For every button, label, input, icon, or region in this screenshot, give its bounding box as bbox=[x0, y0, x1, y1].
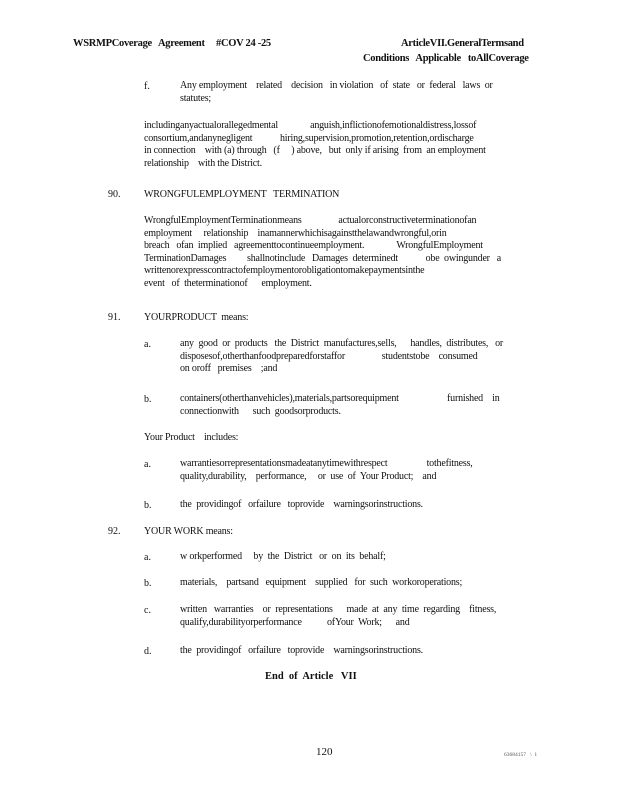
section-92-b-label: b. bbox=[144, 578, 152, 589]
item-f-label: f. bbox=[144, 81, 150, 92]
header-conditions: Conditions Applicable toAllCoverage bbox=[363, 53, 529, 64]
section-92-a-text: w orkperformed by the District or on its behalf; bbox=[180, 551, 386, 562]
header-title: WSRMPCoverage bbox=[73, 38, 152, 49]
section-91-b-label: b. bbox=[144, 394, 152, 405]
section-92-a-label: a. bbox=[144, 552, 151, 563]
section-92-b-text: materials, partsand equipment supplied for such workoroperations; bbox=[180, 577, 463, 588]
section-91-title: YOURPRODUCT means: bbox=[144, 312, 249, 323]
section-92-c-text: written warranties or representations made at any time regarding fitness, qualify,durabilityorperformance ofYour Work; and bbox=[180, 604, 497, 628]
end-of-article: End of Article VII bbox=[265, 671, 357, 682]
section-91-number: 91. bbox=[108, 312, 121, 323]
section-92-d-text: the providingof orfailure toprovide warningsorinstructions. bbox=[180, 645, 423, 656]
section-90-paragraph: WrongfulEmploymentTerminationmeans actualorconstructiveterminationofan employment relationship inamannerwhichisagainstthelawandwrongful,orin breach ofan implied agreementtocontinueemployment. WrongfulEmployment TerminationDamages shallnotinclude Damages determinedt obe owingunder a writtenorexpresscontractofemploymentorobligationtomakepaymentsinthe event of theterminationof employment. bbox=[144, 215, 501, 289]
includes-a-text: warrantiesorrepresentationsmadeatanytimewithrespect tothefitness, quality,durability, performance, or use of Your Product; and bbox=[180, 458, 473, 482]
includes-b-label: b. bbox=[144, 500, 152, 511]
includes-b-text: the providingof orfailure toprovide warningsorinstructions. bbox=[180, 499, 423, 510]
header-number: #COV 24 -25 bbox=[216, 38, 271, 49]
header-agreement: Agreement bbox=[158, 38, 205, 49]
section-92-title: YOUR WORK means: bbox=[144, 526, 233, 537]
section-90-title: WRONGFULEMPLOYMENT TERMINATION bbox=[144, 189, 340, 200]
includes-a-label: a. bbox=[144, 459, 151, 470]
including-paragraph: includinganyactualorallegedmental anguish,inflictionofemotionaldistress,lossof consortium,andanynegligent hiring,supervision,promotion,retention,ordischarge in connection with (a) through (f ) above, but only if arising from an employment relationship with the District. bbox=[144, 120, 486, 169]
document-code: 63684157 \ 1 bbox=[504, 752, 538, 758]
section-90-number: 90. bbox=[108, 189, 121, 200]
section-92-c-label: c. bbox=[144, 605, 151, 616]
section-91-a-label: a. bbox=[144, 339, 151, 350]
section-91-b-text: containers(otherthanvehicles),materials,partsorequipment furnished in connectionwith such goodsorproducts. bbox=[180, 393, 500, 417]
section-92-number: 92. bbox=[108, 526, 121, 537]
item-f-text: Any employment related decision in violation of state or federal laws or statutes; bbox=[180, 80, 493, 104]
page-number: 120 bbox=[316, 746, 333, 758]
section-91-a-text: any good or products the District manufactures,sells, handles, distributes, or disposesof,otherthanfoodpreparedforstaffor studentstobe consumed on oroff premises ;and bbox=[180, 338, 504, 375]
header-article: ArticleVII.GeneralTermsand bbox=[401, 38, 524, 49]
section-92-d-label: d. bbox=[144, 646, 152, 657]
your-product-includes: Your Product includes: bbox=[144, 432, 239, 443]
